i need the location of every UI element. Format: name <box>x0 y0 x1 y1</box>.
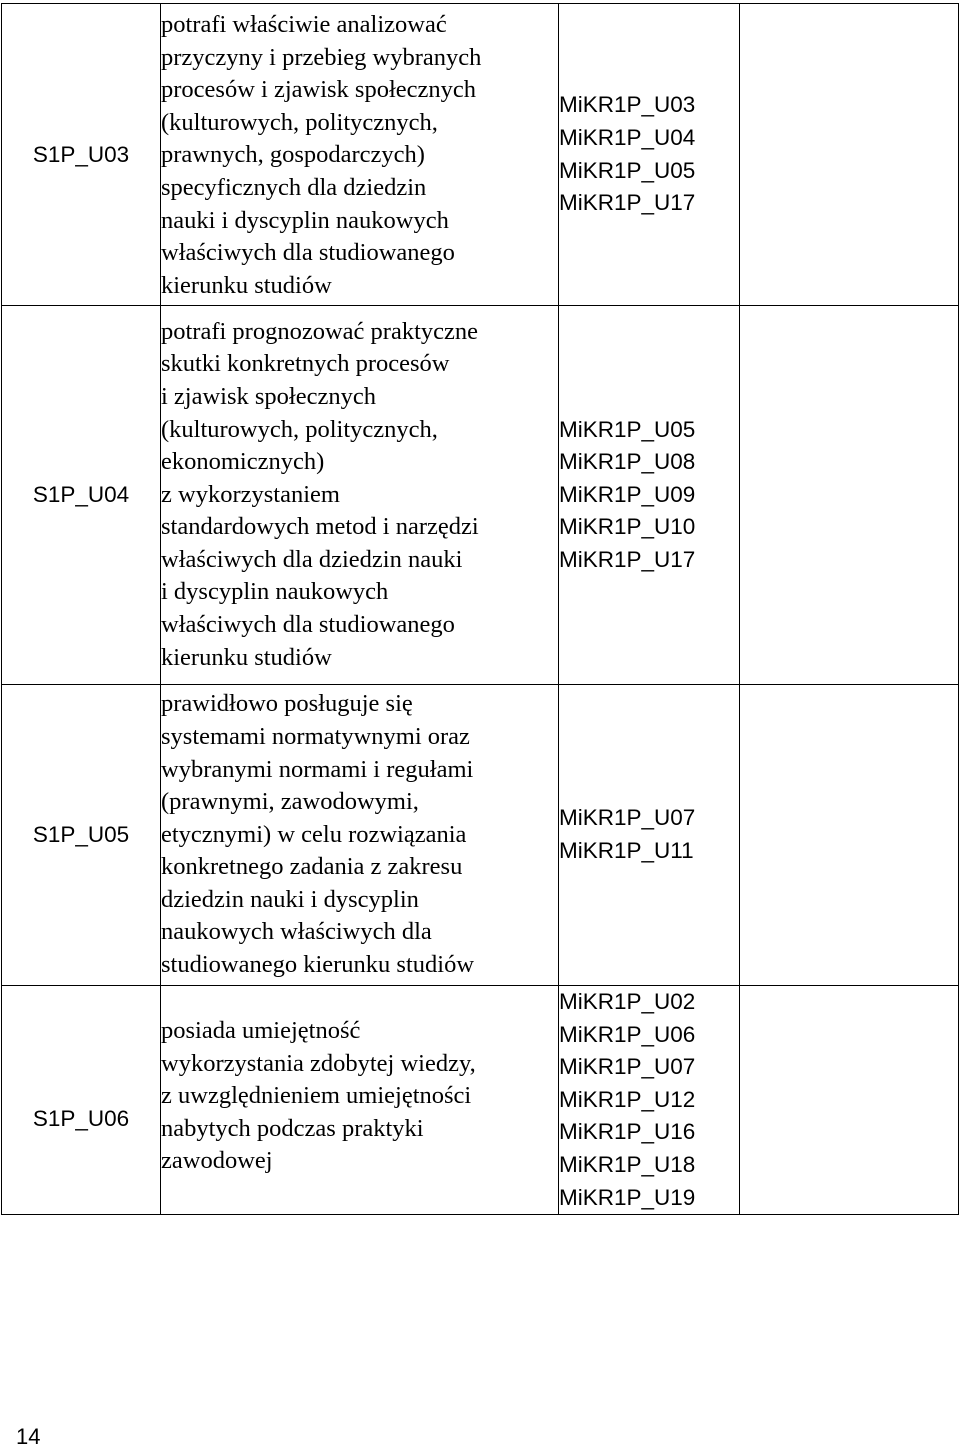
reference-code: MiKR1P_U16 <box>559 1119 696 1145</box>
reference-code: MiKR1P_U10 <box>559 514 696 540</box>
reference-code: MiKR1P_U03 <box>559 92 696 118</box>
reference-code: MiKR1P_U07 <box>559 805 696 831</box>
outcome-code: S1P_U04 <box>2 306 161 685</box>
empty-cell <box>740 986 959 1215</box>
reference-code: MiKR1P_U17 <box>559 190 696 216</box>
outcome-code: S1P_U05 <box>2 685 161 986</box>
reference-code: MiKR1P_U08 <box>559 449 696 475</box>
reference-code: MiKR1P_U17 <box>559 546 696 572</box>
learning-outcomes-table <box>1 3 959 1215</box>
outcome-references <box>559 986 740 1215</box>
page-number: 14 <box>16 1424 41 1449</box>
empty-cell <box>740 685 959 986</box>
outcome-references <box>559 306 740 685</box>
outcome-description: posiada umiejętność wykorzystania zdobytej wiedzy, z uwzględnieniem umiejętności nabytych podczas praktyki zawodowej <box>161 986 559 1215</box>
outcome-description: potrafi prognozować praktyczne skutki konkretnych procesów i zjawisk społecznych (kulturowych, politycznych, ekonomicznych) z wykorzystaniem standardowych metod i narzędzi właściwych dla dziedzin nauki i dyscyplin naukowych właściwych dla studiowanego kierunku studiów <box>161 306 559 685</box>
outcome-description: potrafi właściwie analizować przyczyny i przebieg wybranych procesów i zjawisk społecznych (kulturowych, politycznych, prawnych, gospodarczych) specyficznych dla dziedzin nauki i dyscyplin naukowych właściwych dla studiowanego kierunku studiów <box>161 4 559 306</box>
table-row <box>2 306 959 685</box>
reference-code: MiKR1P_U02 <box>559 989 696 1014</box>
table-row <box>2 685 959 986</box>
outcome-references <box>559 4 740 306</box>
outcome-code: S1P_U03 <box>2 4 161 306</box>
table-row <box>2 4 959 306</box>
reference-code: MiKR1P_U05 <box>559 157 696 183</box>
reference-code: MiKR1P_U11 <box>559 838 694 863</box>
outcome-references <box>559 685 740 986</box>
reference-code: MiKR1P_U09 <box>559 481 696 507</box>
outcome-code: S1P_U06 <box>2 986 161 1215</box>
reference-code: MiKR1P_U04 <box>559 124 696 150</box>
table-row <box>2 986 959 1215</box>
reference-code: MiKR1P_U06 <box>559 1021 696 1047</box>
outcome-description: prawidłowo posługuje się systemami normatywnymi oraz wybranymi normami i regułami (prawnymi, zawodowymi, etycznymi) w celu rozwiązania konkretnego zadania z zakresu dziedzin nauki i dyscyplin naukowych właściwych dla studiowanego kierunku studiów <box>161 685 559 986</box>
reference-code: MiKR1P_U12 <box>559 1086 696 1112</box>
reference-code: MiKR1P_U18 <box>559 1151 696 1177</box>
empty-cell <box>740 306 959 685</box>
empty-cell <box>740 4 959 306</box>
reference-code: MiKR1P_U07 <box>559 1054 696 1080</box>
reference-code: MiKR1P_U05 <box>559 416 696 442</box>
reference-code: MiKR1P_U19 <box>559 1184 696 1210</box>
